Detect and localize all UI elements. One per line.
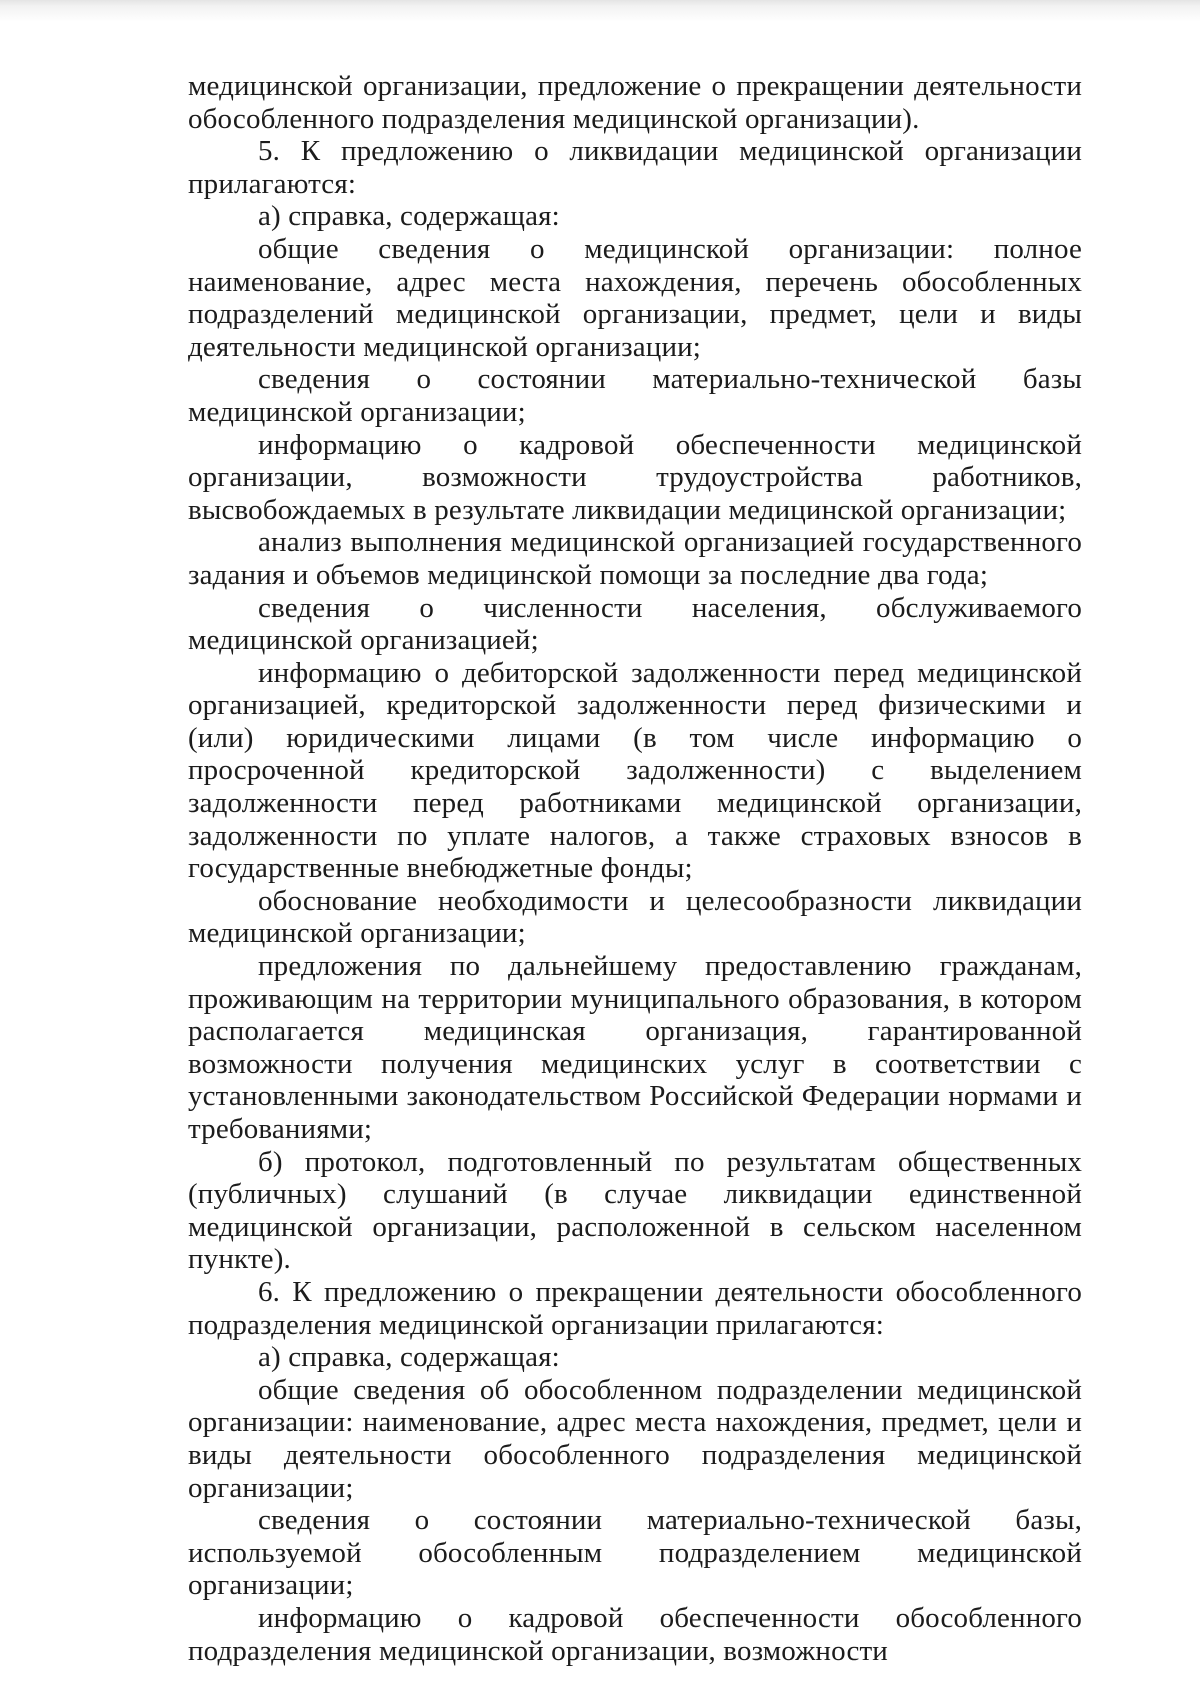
paragraph-subdivision-staffing: информацию о кадровой обеспеченности обособленного подразделения медицинской организации, возможности <box>188 1601 1082 1667</box>
document-body <box>188 70 1082 1667</box>
paragraph-proposals: предложения по дальнейшему предоставлению гражданам, проживающим на территории муниципального образования, в котором располагается медицинская организация, гарантированной возможности получения медицинских услуг в соответствии с установленными законодательством Российской Федерации нормами и требованиями; <box>188 950 1082 1145</box>
paragraph-material-base: сведения о состоянии материально-технической базы медицинской организации; <box>188 363 1082 428</box>
paragraph-item-6a: а) справка, содержащая: <box>258 1341 560 1374</box>
paragraph-subdivision-general-info: общие сведения об обособленном подразделении медицинской организации: наименование, адрес места нахождения, предмет, цели и виды деятельности обособленного подразделения медицинской организации; <box>188 1373 1082 1504</box>
paragraph-debts: информацию о дебиторской задолженности перед медицинской организацией, кредиторской задолженности перед физическими и (или) юридическими лицами (в том числе информацию о просроченной кредиторской задолженности) с выделением задолженности перед работниками медицинской организации, задолженности по уплате налогов, а также страховых взносов в государственные внебюджетные фонды; <box>188 656 1082 885</box>
paragraph-population: сведения о численности населения, обслуживаемого медицинской организацией; <box>188 591 1082 657</box>
paragraph-subdivision-material-base: сведения о состоянии материально-технической базы, используемой обособленным подразделением медицинской организации; <box>188 1504 1082 1602</box>
paragraph-staffing: информацию о кадровой обеспеченности медицинской организации, возможности трудоустройства работников, высвобождаемых в результате ликвидации медицинской организации; <box>188 428 1082 526</box>
paragraph-continuation: медицинской организации, предложение о прекращении деятельности обособленного подразделения медицинской организации). <box>188 70 1082 135</box>
paragraph-item-6: 6. К предложению о прекращении деятельности обособленного подразделения медицинской организации прилагаются: <box>188 1275 1082 1341</box>
paragraph-state-task-analysis: анализ выполнения медицинской организацией государственного задания и объемов медицинской помощи за последние два года; <box>188 526 1082 591</box>
paragraph-justification: обоснование необходимости и целесообразности ликвидации медицинской организации; <box>188 884 1082 950</box>
paragraph-item-5: 5. К предложению о ликвидации медицинской организации прилагаются: <box>188 135 1082 200</box>
scan-top-edge <box>0 0 1200 22</box>
paragraph-item-5a: а) справка, содержащая: <box>258 200 560 233</box>
paragraph-item-5b: б) протокол, подготовленный по результатам общественных (публичных) слушаний (в случае ликвидации единственной медицинской организации, расположенной в сельском населенном пункте). <box>188 1145 1082 1276</box>
paragraph-general-info: общие сведения о медицинской организации: полное наименование, адрес места нахождения, перечень обособленных подразделений медицинской организации, предмет, цели и виды деятельности медицинской организации; <box>188 232 1082 363</box>
